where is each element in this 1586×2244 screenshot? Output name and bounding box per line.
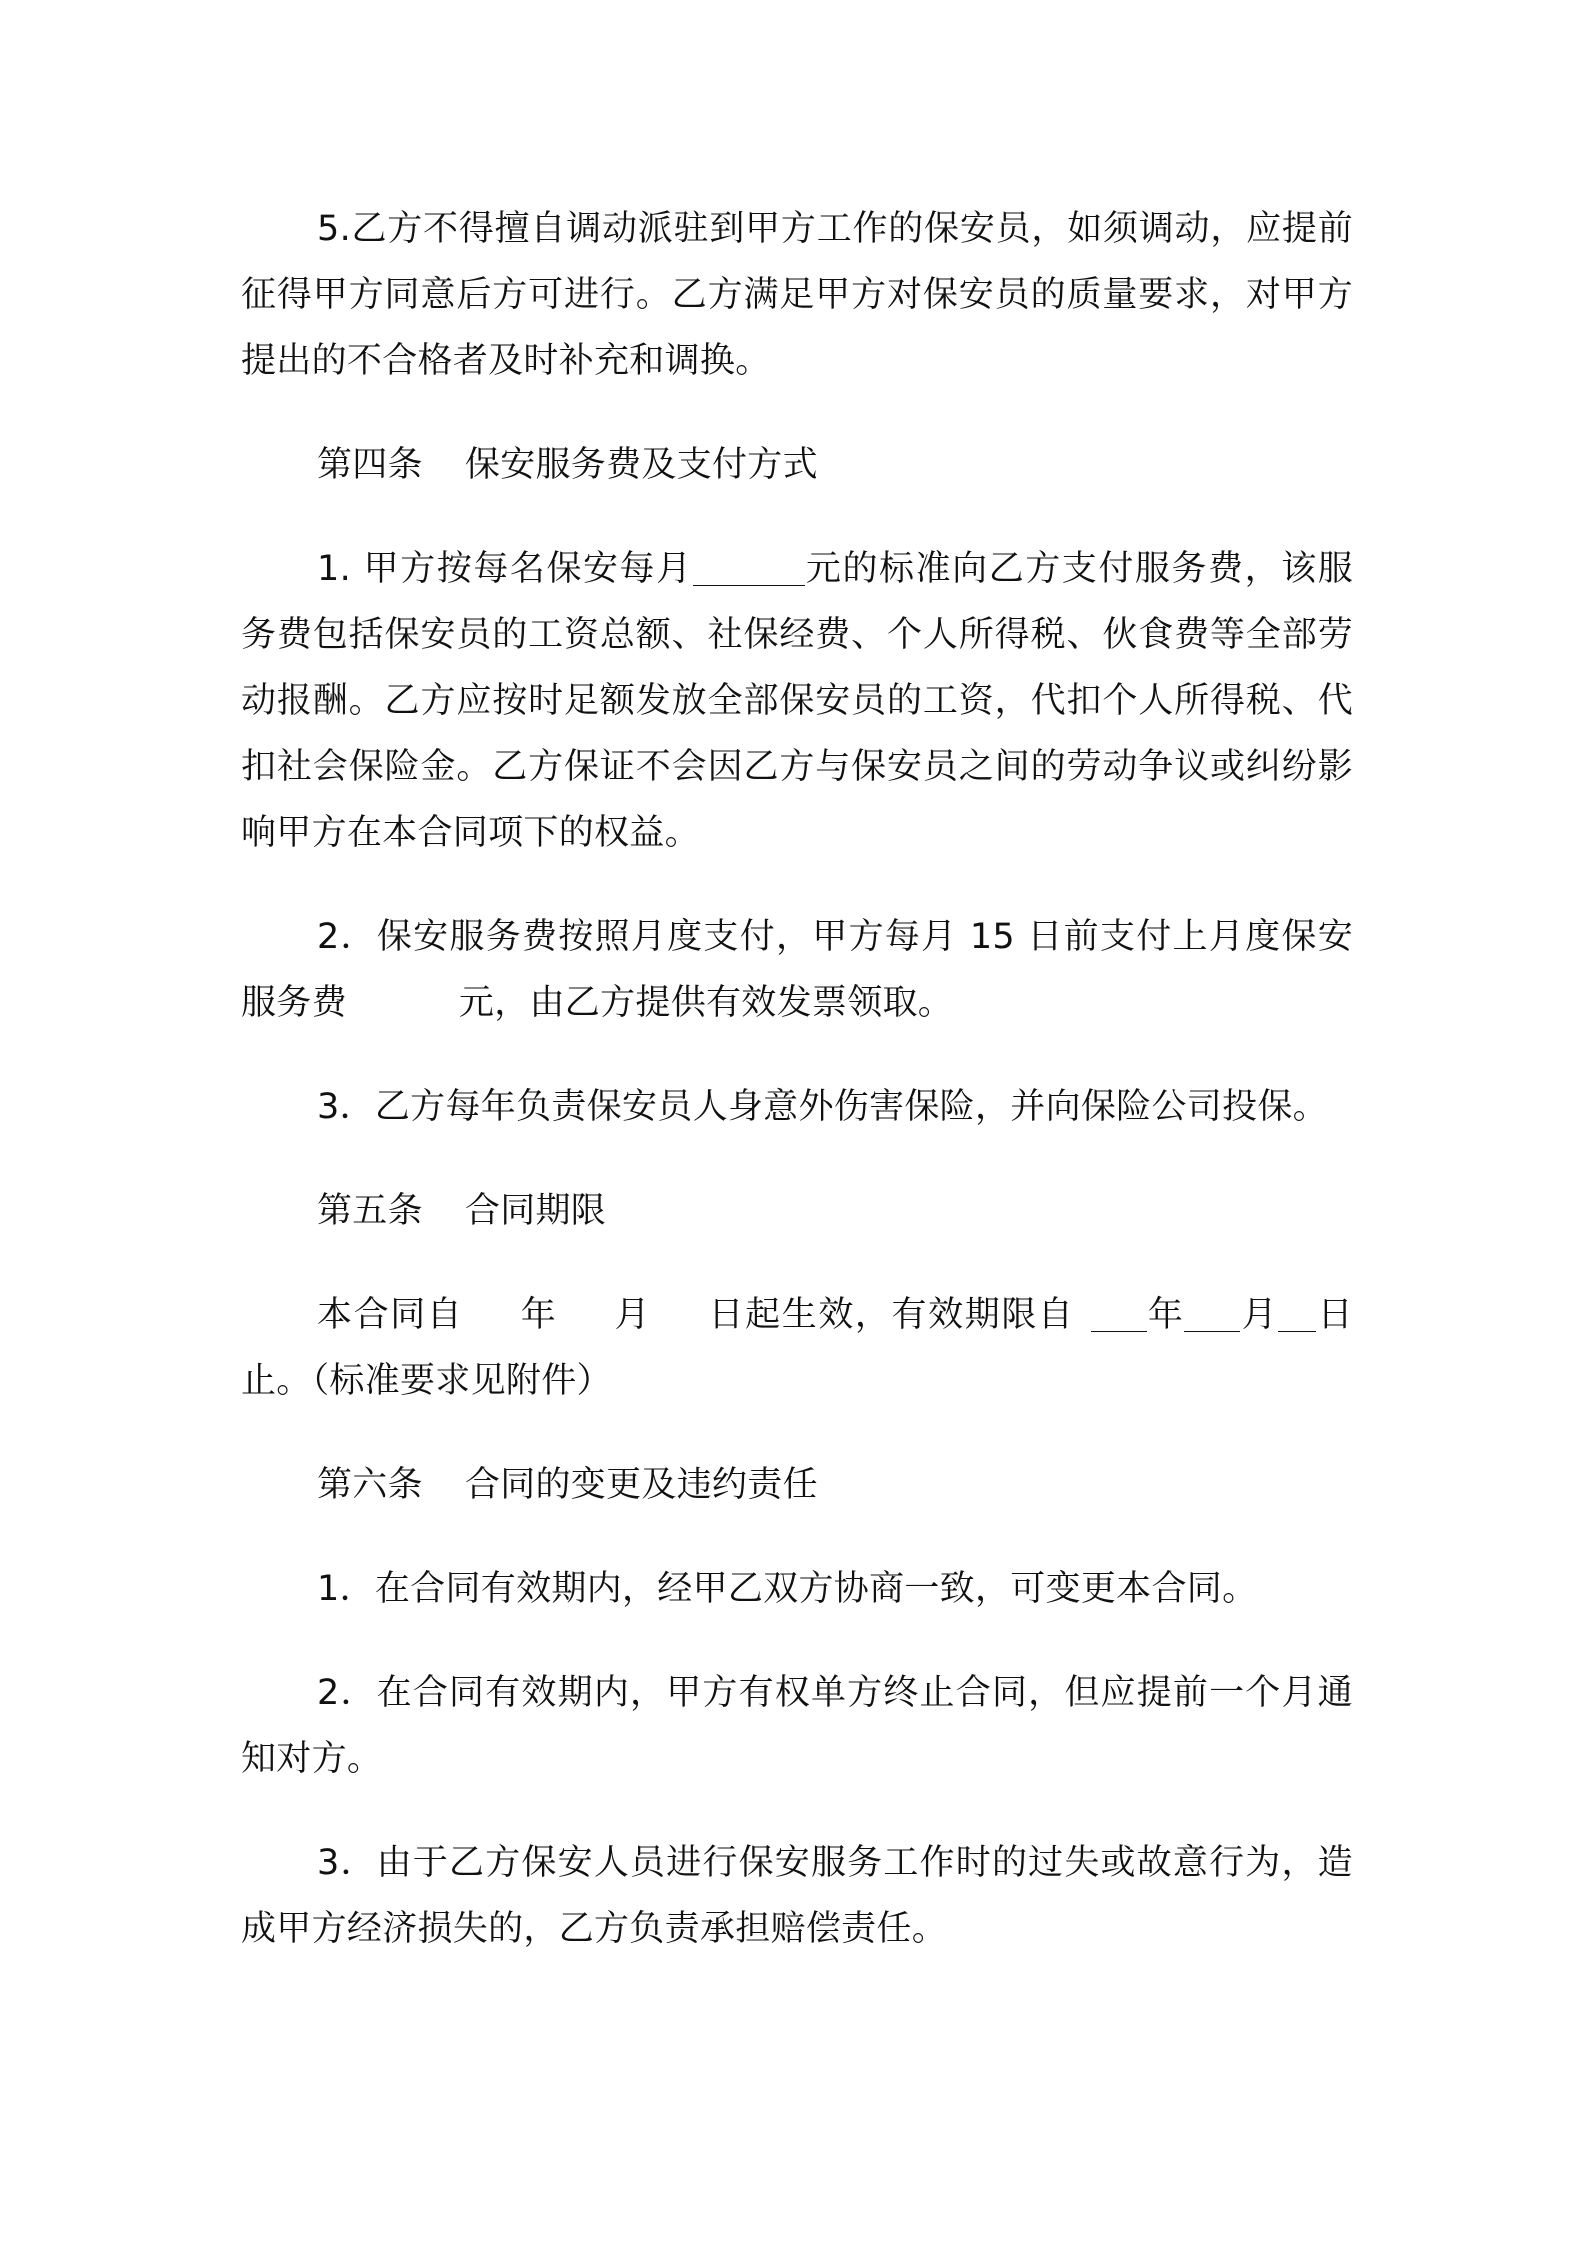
clause5-part2: 日起生效，有效期限自	[707, 1295, 1075, 1335]
clause6-item1: 1．在合同有效期内，经甲乙双方协商一致，可变更本合同。	[317, 1569, 1258, 1609]
contract-body	[241, 196, 1353, 2000]
clause4-item2-part1: 2．保安服务费按照月度支付，甲方每月 15 日前支付上月度保安服务费	[241, 917, 1353, 1023]
clause4-title: 保安服务费及支付方式	[464, 445, 818, 485]
clause5-heading	[241, 1178, 1353, 1244]
clause4-item1	[241, 536, 1353, 866]
clause5-part3: 日止。（标准要求见附件）	[241, 1295, 1353, 1401]
clause5-year2: 年	[1146, 1295, 1185, 1335]
end-month-blank	[1184, 1330, 1240, 1332]
clause4-heading	[241, 432, 1353, 498]
clause5-part1: 本合同自	[317, 1295, 464, 1335]
clause6-title: 合同的变更及违约责任	[464, 1465, 818, 1505]
fee-per-guard-blank	[693, 584, 805, 586]
clause6-article: 第六条	[317, 1465, 423, 1505]
clause4-item3: 3．乙方每年负责保安员人身意外伤害保险，并向保险公司投保。	[317, 1087, 1328, 1127]
clause5-article: 第五条	[317, 1191, 423, 1231]
clause5-title: 合同期限	[464, 1191, 607, 1231]
end-day-blank	[1278, 1330, 1316, 1332]
clause5-month2: 月	[1240, 1295, 1279, 1335]
clause5-month1: 月	[613, 1295, 652, 1335]
clause4-item2	[241, 904, 1353, 1036]
end-year-blank	[1091, 1330, 1147, 1332]
clause5-year1: 年	[519, 1295, 558, 1335]
clause4-item1-part1: 1. 甲方按每名保安每月	[317, 549, 693, 589]
clause6-heading	[241, 1452, 1353, 1518]
clause6-item3: 3．由于乙方保安人员进行保安服务工作时的过失或故意行为，造成甲方经济损失的，乙方负责承担赔偿责任。	[241, 1843, 1353, 1949]
clause4-article: 第四条	[317, 445, 423, 485]
clause3-item5: 5.乙方不得擅自调动派驻到甲方工作的保安员，如须调动，应提前征得甲方同意后方可进行。乙方满足甲方对保安员的质量要求，对甲方提出的不合格者及时补充和调换。	[241, 209, 1353, 381]
clause4-item1-part2: 元的标准向乙方支付服务费，该服务费包括保安员的工资总额、社保经费、个人所得税、伙食费等全部劳动报酬。乙方应按时足额发放全部保安员的工资，代扣个人所得税、代扣社会保险金。乙方保证不会因乙方与保安员之间的劳动争议或纠纷影响甲方在本合同项下的权益。	[241, 549, 1353, 853]
clause5-text	[241, 1282, 1353, 1414]
clause6-item2: 2．在合同有效期内，甲方有权单方终止合同，但应提前一个月通知对方。	[241, 1673, 1353, 1779]
clause4-item2-part2: 元，由乙方提供有效发票领取。	[458, 983, 954, 1023]
